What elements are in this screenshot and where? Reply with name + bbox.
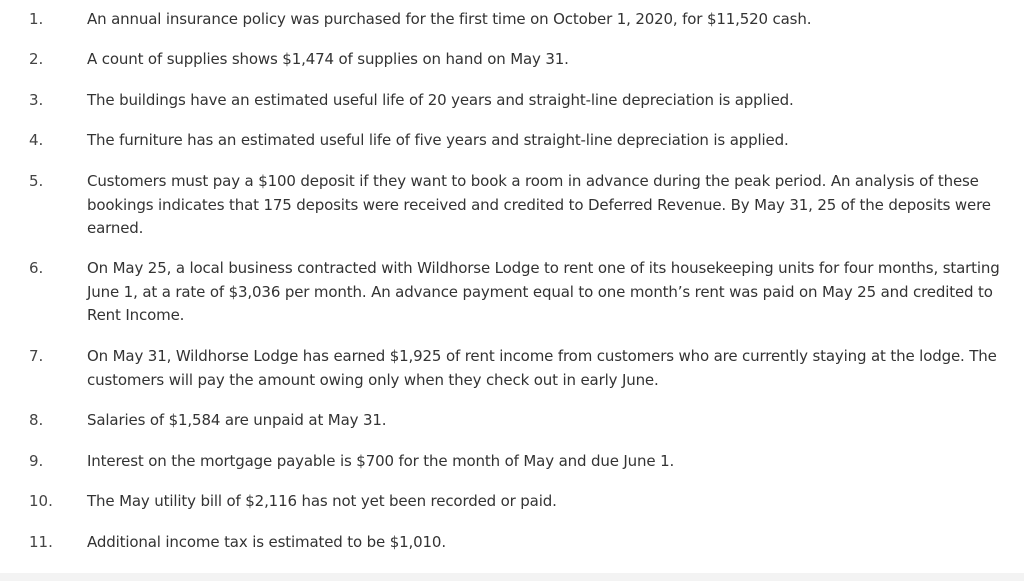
item-text: The May utility bill of $2,116 has not yet been recorded or paid. [87,492,557,510]
item-text: Additional income tax is estimated to be $1,010. [87,533,446,551]
item-number: 3. [29,91,44,109]
item-text: The buildings have an estimated useful life of 20 years and straight-line depreciation is applied. [87,91,794,109]
item-number: 2. [29,50,44,68]
item-number: 4. [29,131,44,149]
item-number: 11. [29,533,53,551]
item-number: 5. [29,172,44,190]
item-number: 10. [29,492,53,510]
item-text: A count of supplies shows $1,474 of supplies on hand on May 31. [87,50,569,68]
item-text: Salaries of $1,584 are unpaid at May 31. [87,411,387,429]
item-number: 9. [29,452,44,470]
item-text: Customers must pay a $100 deposit if they want to book a room in advance during the peak period. An analysis of these bookings indicates that 175 deposits were received and credited to Deferred Revenue. By May 31, 25 of the deposits were earned. [87,172,991,237]
item-number: 8. [29,411,44,429]
item-text: The furniture has an estimated useful life of five years and straight-line depreciation is applied. [87,131,789,149]
item-text: Interest on the mortgage payable is $700 for the month of May and due June 1. [87,452,675,470]
item-text: On May 31, Wildhorse Lodge has earned $1,925 of rent income from customers who are currently staying at the lodge. The customers will pay the amount owing only when they check out in early June. [87,347,997,389]
bottom-divider [0,573,1024,581]
item-number: 7. [29,347,44,365]
item-number: 6. [29,259,44,277]
item-text: An annual insurance policy was purchased for the first time on October 1, 2020, for $11,520 cash. [87,10,812,28]
item-text: On May 25, a local business contracted with Wildhorse Lodge to rent one of its housekeeping units for four months, starting June 1, at a rate of $3,036 per month. An advance payment equal to one month’s rent was paid on May 25 and credited to Rent Income. [87,259,1000,324]
item-number: 1. [29,10,44,28]
